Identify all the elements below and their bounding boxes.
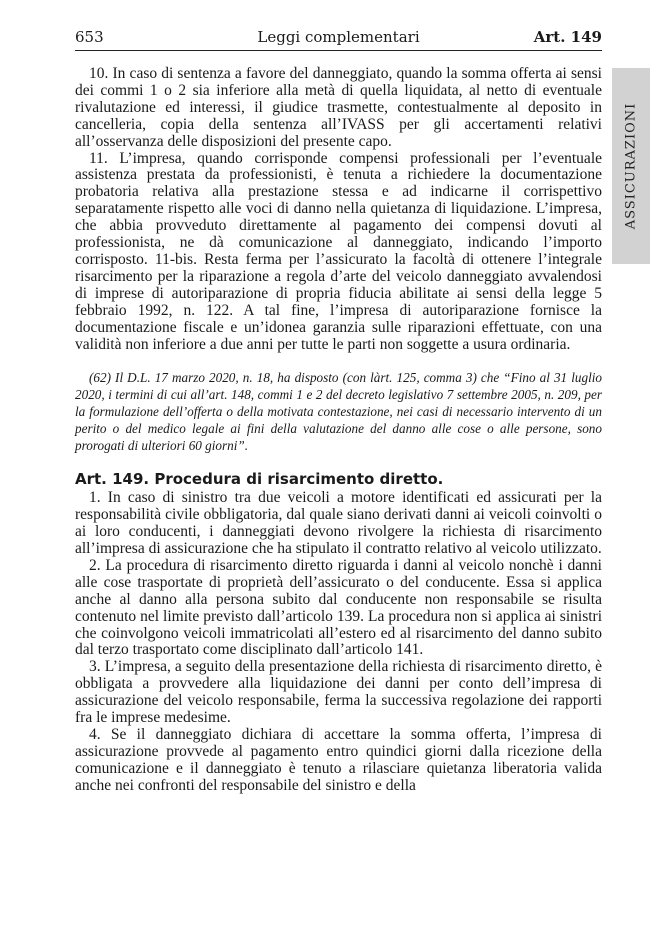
page-header	[75, 26, 602, 51]
page-number: 653	[75, 28, 104, 46]
article-149-paragraph-2: 2. La procedura di risarcimento diretto riguarda i danni al veicolo nonchè i danni alle cose trasportate di proprietà dell’assicurato o del conducente. Essa si applica anche al danno alla persona subito dal conducente non responsabile se risulta contenuto nel limite previsto dall’articolo 139. La procedura non si applica ai sinistri che coinvolgono veicoli immatricolati all’estero ed al risarcimento del danno subito dal terzo trasportato come disciplinato dall’articolo 141.	[75, 556, 602, 659]
article-149-heading: Art. 149. Procedura di risarcimento diretto.	[75, 470, 444, 489]
article-149-paragraph-1: 1. In caso di sinistro tra due veicoli a motore identificati ed assicurati per la responsabilità civile obbligatoria, dal quale siano derivati danni ai veicoli coinvolti o ai loro conducenti, i danneggiati devono rivolgere la richiesta di risarcimento all’impresa di assicurazione che ha stipulato il contratto relativo al veicolo utilizzato.	[75, 489, 602, 558]
page-content	[75, 66, 602, 795]
paragraph-10: 10. In caso di sentenza a favore del danneggiato, quando la somma offerta ai sensi dei commi 1 o 2 sia inferiore alla metà di quella liquidata, al netto di eventuale rivalutazione ed interessi, il giudice trasmette, contestualmente al deposito in cancelleria, copia della sentenza all’IVASS per gli accertamenti relativi all’osservanza delle disposizioni del presente capo.	[75, 65, 602, 150]
footnote-62: (62) Il D.L. 17 marzo 2020, n. 18, ha disposto (con làrt. 125, comma 3) che “Fino al 31 luglio 2020, i termini di cui all’art. 148, commi 1 e 2 del decreto legislativo 7 settembre 2005, n. 209, per la formulazione dell’offerta o della motivata contestazione, nei casi di necessario intervento di un perito o del medico legale ai fini della valutazione del danno alle cose o alle persone, sono prorogati di ulteriori 60 giorni”.	[75, 370, 602, 454]
paragraph-11: 11. L’impresa, quando corrisponde compensi professionali per l’eventuale assistenza prestata da professionisti, è tenuta a richiedere la documentazione probatoria relativa alla prestazione stessa e ad indicarne il corrispettivo separatamente rispetto alle voci di danno nella quietanza di liquidazione. L’impresa, che abbia provveduto direttamente al pagamento dei compensi dovuti al professionista, ne dà comunicazione al danneggiato, indicando l’importo corrisposto. 11-bis. Resta ferma per l’assicurato la facoltà di ottenere l’integrale risarcimento per la riparazione a regola d’arte del veicolo danneggiato avvalendosi di imprese di autoriparazione di propria fiducia abilitate ai sensi della legge 5 febbraio 1992, n. 122. A tal fine, l’impresa di autoriparazione fornisce la documentazione fiscale e un’idonea garanzia sulle riparazioni effettuate, con una validità non inferiore a due anni per tutte le parti non soggette a usura ordinaria.	[75, 149, 602, 353]
section-tab-label: ASSICURAZIONI	[623, 102, 639, 230]
article-149-paragraph-4: 4. Se il danneggiato dichiara di accettare la somma offerta, l’impresa di assicurazione provvede al pagamento entro quindici giorni dalla ricezione della comunicazione e il danneggiato è tenuto a rilasciare quietanza liberatoria valida anche nei confronti del responsabile del sinistro e della	[75, 726, 602, 794]
section-side-tab	[612, 68, 650, 264]
running-title: Leggi complementari	[257, 28, 420, 46]
article-149-paragraph-3: 3. L’impresa, a seguito della presentazione della richiesta di risarcimento diretto, è obbligata a provvedere alla liquidazione dei danni per conto dell’impresa di assicurazione del veicolo responsabile, ferma la successiva regolazione dei rapporti fra le imprese medesime.	[75, 658, 602, 727]
article-reference: Art. 149	[533, 28, 602, 46]
